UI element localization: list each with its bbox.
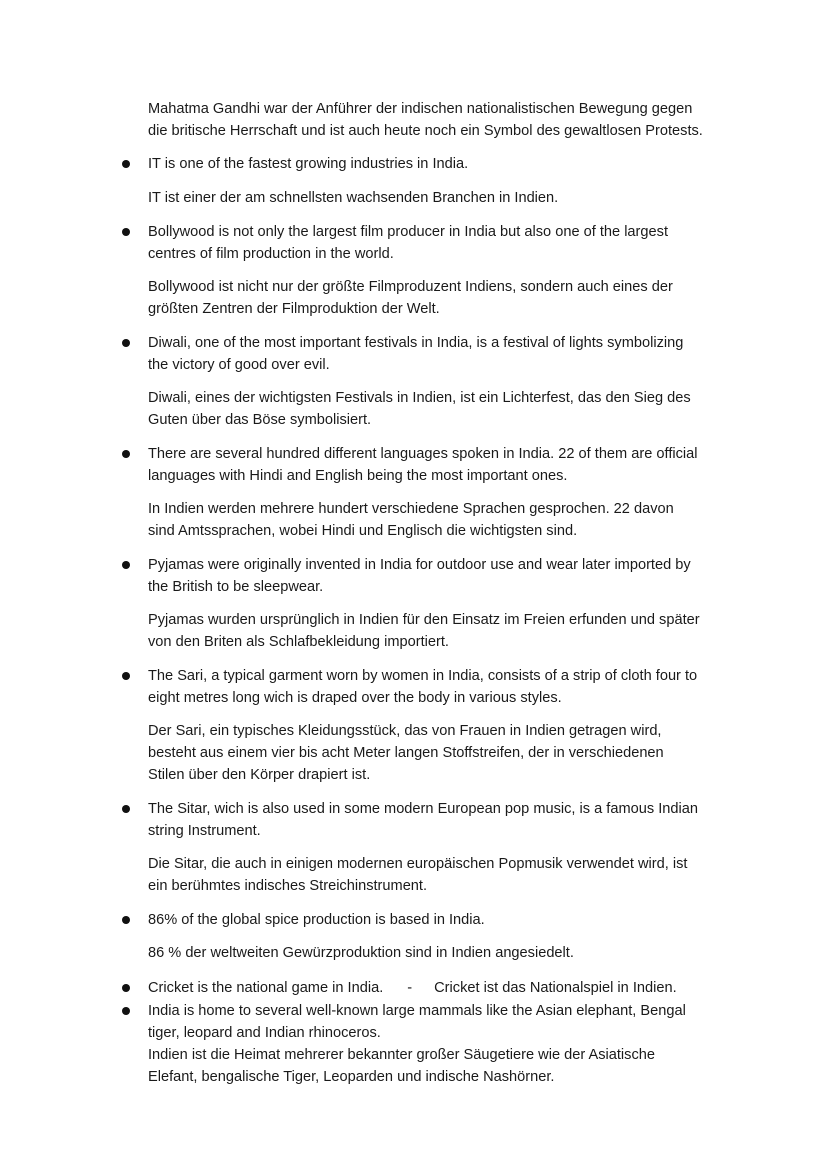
bullet-icon	[122, 1007, 130, 1015]
text-line: 86% of the global spice production is based in India.	[148, 912, 485, 928]
text-line: The Sitar, wich is also used in some modern European pop music, is a famous Indian	[148, 801, 698, 817]
bullet-icon	[122, 339, 130, 347]
text-line: Elefant, bengalische Tiger, Leoparden und indische Nashörner.	[148, 1069, 555, 1085]
text-line: Guten über das Böse symbolisiert.	[148, 412, 372, 428]
text-line: 86 % der weltweiten Gewürzproduktion sind in Indien angesiedelt.	[148, 945, 574, 961]
cricket-de-text: Cricket ist das Nationalspiel in Indien.	[434, 980, 677, 996]
text-line: centres of film production in the world.	[148, 246, 394, 262]
text-line: languages with Hindi and English being the most important ones.	[148, 468, 568, 484]
fact-en-paragraph	[148, 332, 748, 376]
text-line: Pyjamas wurden ursprünglich in Indien für den Einsatz im Freien erfunden und später	[148, 612, 700, 628]
text-line: ein berühmtes indisches Streichinstrument.	[148, 878, 428, 894]
fact-de-paragraph	[148, 276, 748, 320]
text-line: IT ist einer der am schnellsten wachsenden Branchen in Indien.	[148, 190, 559, 206]
text-line: Mahatma Gandhi war der Anführer der indischen nationalistischen Bewegung gegen	[148, 101, 693, 117]
fact-en-paragraph	[148, 153, 748, 175]
text-line: die britische Herrschaft und ist auch heute noch ein Symbol des gewaltlosen Protests.	[148, 123, 703, 139]
fact-de-paragraph	[148, 498, 748, 542]
text-line: Indien ist die Heimat mehrerer bekannter großer Säugetiere wie der Asiatische	[148, 1047, 655, 1063]
text-line: In Indien werden mehrere hundert verschiedene Sprachen gesprochen. 22 davon	[148, 501, 674, 517]
text-line: Stilen über den Körper drapiert ist.	[148, 767, 371, 783]
text-line: tiger, leopard and Indian rhinoceros.	[148, 1025, 381, 1041]
text-line: There are several hundred different languages spoken in India. 22 of them are official	[148, 446, 698, 462]
text-line: Bollywood ist nicht nur der größte Filmproduzent Indiens, sondern auch eines der	[148, 279, 673, 295]
text-line: Bollywood is not only the largest film producer in India but also one of the largest	[148, 224, 668, 240]
text-line: Der Sari, ein typisches Kleidungsstück, das von Frauen in Indien getragen wird,	[148, 723, 662, 739]
fact-en-paragraph	[148, 554, 748, 598]
cricket-paragraph	[148, 977, 748, 999]
text-line: IT is one of the fastest growing industries in India.	[148, 156, 469, 172]
fact-de-paragraph	[148, 187, 748, 209]
text-line: string Instrument.	[148, 823, 261, 839]
fact-en-paragraph	[148, 909, 748, 931]
fact-de-paragraph	[148, 720, 748, 786]
text-line: the British to be sleepwear.	[148, 579, 324, 595]
mammals-paragraph	[148, 1000, 748, 1088]
bullet-icon	[122, 228, 130, 236]
bullet-icon	[122, 805, 130, 813]
fact-de-paragraph	[148, 942, 748, 964]
fact-de-paragraph	[148, 609, 748, 653]
bullet-icon	[122, 160, 130, 168]
text-line: von den Briten als Schlafbekleidung importiert.	[148, 634, 449, 650]
fact-de-paragraph	[148, 853, 748, 897]
bullet-icon	[122, 450, 130, 458]
text-line: eight metres long wich is draped over the body in various styles.	[148, 690, 562, 706]
bullet-icon	[122, 984, 130, 992]
bullet-icon	[122, 672, 130, 680]
fact-en-paragraph	[148, 221, 748, 265]
text-line: The Sari, a typical garment worn by women in India, consists of a strip of cloth four to	[148, 668, 698, 684]
intro-de-paragraph	[148, 98, 748, 142]
text-line: Pyjamas were originally invented in India for outdoor use and wear later imported by	[148, 557, 691, 573]
separator-dash: -	[407, 980, 413, 996]
text-line: the victory of good over evil.	[148, 357, 330, 373]
text-line: Die Sitar, die auch in einigen modernen europäischen Popmusik verwendet wird, ist	[148, 856, 688, 872]
fact-en-paragraph	[148, 798, 748, 842]
fact-en-paragraph	[148, 443, 748, 487]
cricket-en-text: Cricket is the national game in India.	[148, 980, 384, 996]
text-line: India is home to several well-known large mammals like the Asian elephant, Bengal	[148, 1003, 686, 1019]
text-line: besteht aus einem vier bis acht Meter langen Stoffstreifen, der in verschiedenen	[148, 745, 664, 761]
text-line: sind Amtssprachen, wobei Hindi und Englisch die wichtigsten sind.	[148, 523, 578, 539]
bullet-icon	[122, 561, 130, 569]
text-line: größten Zentren der Filmproduktion der Welt.	[148, 301, 440, 317]
fact-de-paragraph	[148, 387, 748, 431]
fact-en-paragraph	[148, 665, 748, 709]
text-line: Diwali, eines der wichtigsten Festivals in Indien, ist ein Lichterfest, das den Sieg des	[148, 390, 691, 406]
bullet-icon	[122, 916, 130, 924]
text-line: Diwali, one of the most important festivals in India, is a festival of lights symbolizing	[148, 335, 684, 351]
